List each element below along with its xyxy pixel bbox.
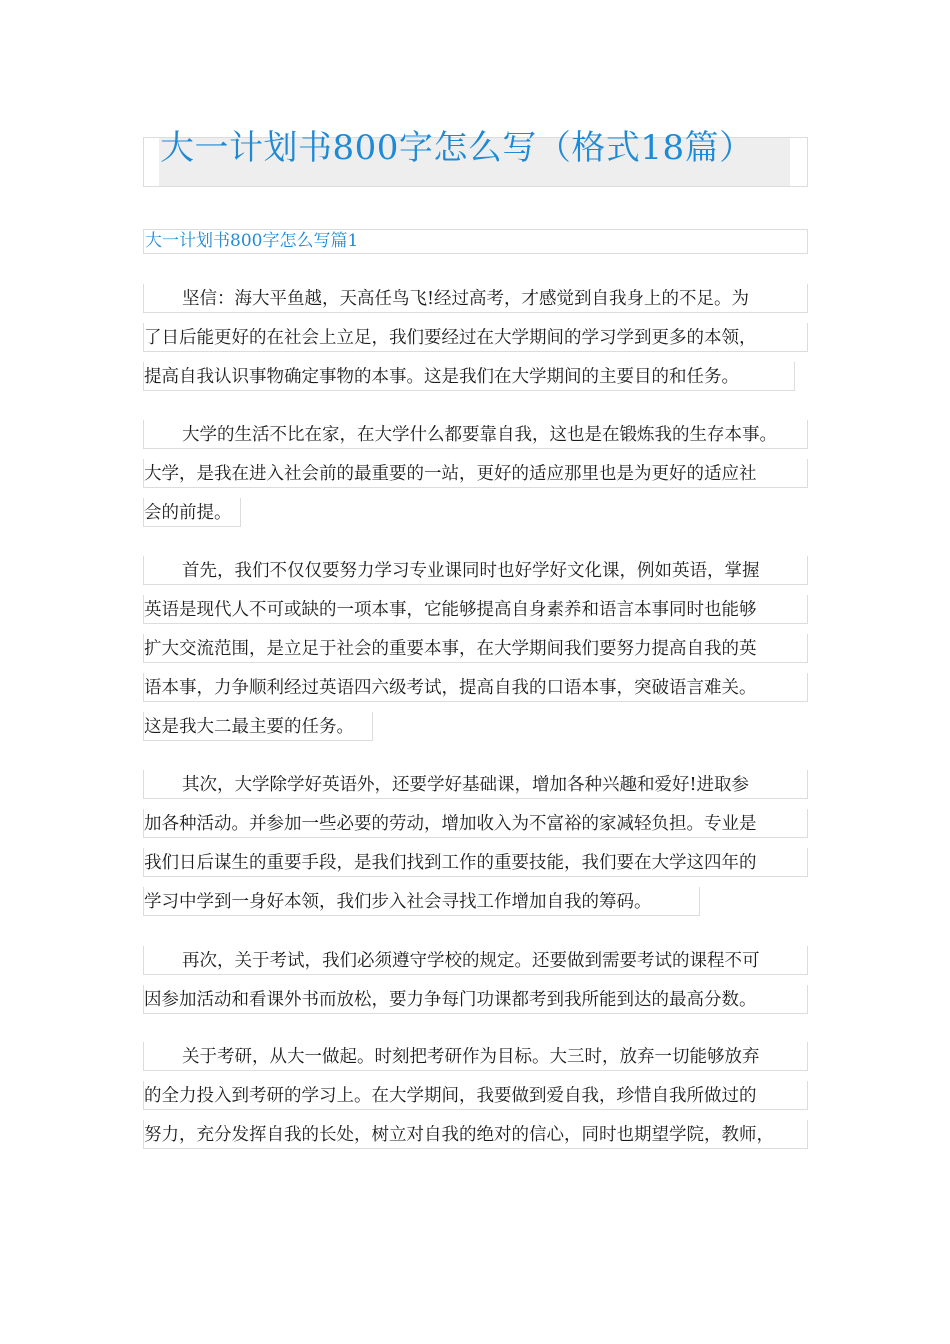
paragraph-line: 再次，关于考试，我们必须遵守学校的规定。还要做到需要考试的课程不可 xyxy=(143,946,808,975)
paragraph-line: 关于考研，从大一做起。时刻把考研作为目标。大三时，放弃一切能够放弃 xyxy=(143,1042,808,1071)
paragraph-line: 努力，充分发挥自我的长处，树立对自我的绝对的信心，同时也期望学院，教师， xyxy=(143,1120,808,1149)
paragraph-line: 英语是现代人不可或缺的一项本事，它能够提高自身素养和语言本事同时也能够 xyxy=(143,595,808,624)
section-heading: 大一计划书800字怎么写篇1 xyxy=(143,229,808,254)
paragraph-line: 的全力投入到考研的学习上。在大学期间，我要做到爱自我，珍惜自我所做过的 xyxy=(143,1081,808,1110)
document-title: 大一计划书800字怎么写（格式18篇） xyxy=(160,128,754,168)
paragraph-line: 语本事，力争顺利经过英语四六级考试，提高自我的口语本事，突破语言难关。 xyxy=(143,673,808,702)
paragraph-line: 因参加活动和看课外书而放松，要力争每门功课都考到我所能到达的最高分数。 xyxy=(143,985,808,1014)
paragraph-line: 加各种活动。并参加一些必要的劳动，增加收入为不富裕的家减轻负担。专业是 xyxy=(143,809,808,838)
paragraph-line: 这是我大二最主要的任务。 xyxy=(143,712,373,741)
paragraph-line: 扩大交流范围，是立足于社会的重要本事，在大学期间我们要努力提高自我的英 xyxy=(143,634,808,663)
paragraph-line: 了日后能更好的在社会上立足，我们要经过在大学期间的学习学到更多的本领， xyxy=(143,323,808,352)
paragraph-line: 学习中学到一身好本领，我们步入社会寻找工作增加自我的筹码。 xyxy=(143,887,700,916)
paragraph-line: 我们日后谋生的重要手段，是我们找到工作的重要技能，我们要在大学这四年的 xyxy=(143,848,808,877)
paragraph-line: 首先，我们不仅仅要努力学习专业课同时也好学好文化课，例如英语，掌握 xyxy=(143,556,808,585)
paragraph-line: 其次，大学除学好英语外，还要学好基础课，增加各种兴趣和爱好!进取参 xyxy=(143,770,808,799)
paragraph-line: 大学，是我在进入社会前的最重要的一站，更好的适应那里也是为更好的适应社 xyxy=(143,459,808,488)
paragraph-line: 会的前提。 xyxy=(143,498,241,527)
paragraph-line: 提高自我认识事物确定事物的本事。这是我们在大学期间的主要目的和任务。 xyxy=(143,362,795,391)
paragraph-line: 大学的生活不比在家，在大学什么都要靠自我，这也是在锻炼我的生存本事。 xyxy=(143,420,808,449)
paragraph-line: 坚信：海大平鱼越，天高任鸟飞!经过高考，才感觉到自我身上的不足。为 xyxy=(143,284,808,313)
